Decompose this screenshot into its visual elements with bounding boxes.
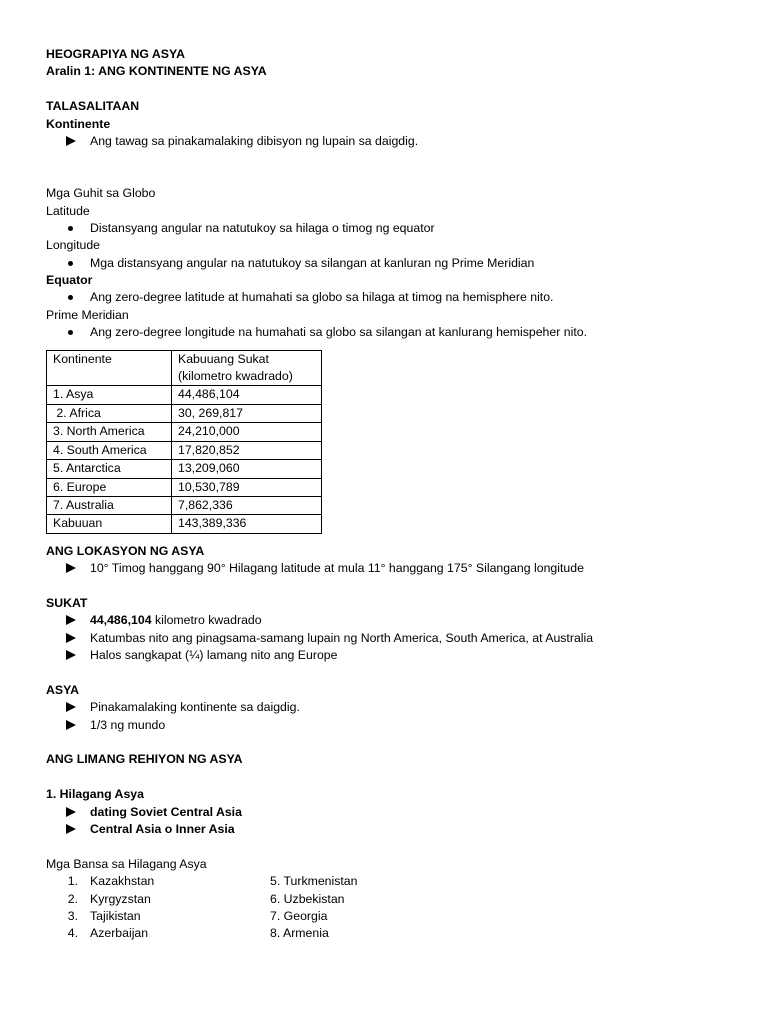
list-item <box>46 324 746 341</box>
arrow-bullet-icon <box>66 807 76 817</box>
list-item <box>46 630 746 647</box>
list-item <box>46 647 746 664</box>
row-name: 4. South America <box>47 441 172 459</box>
latitude-term: Latitude <box>46 203 90 218</box>
vocab-heading: TALASALITAAN <box>46 99 140 114</box>
arrow-bullet-icon <box>66 633 76 643</box>
size-europe: Halos sangkapat (¼) lamang nito ang Europe <box>90 648 338 663</box>
size-area-value: 44,486,104 <box>90 613 152 628</box>
north-asia-heading: 1. Hilagang Asya <box>46 787 144 802</box>
size-area-unit: kilometro kwadrado <box>151 613 262 628</box>
asia-heading: ASYA <box>46 682 80 697</box>
longitude-definition: Mga distansyang angular na natutukoy sa silangan at kanluran ng Prime Meridian <box>90 255 535 270</box>
table-row <box>47 460 322 478</box>
row-value: 17,820,852 <box>172 441 322 459</box>
equator-term: Equator <box>46 273 93 288</box>
bullet-icon <box>68 330 73 335</box>
row-name: Kabuuan <box>47 515 172 533</box>
document-page <box>46 46 746 943</box>
item-number: 2. <box>67 891 78 906</box>
item-number: 4. <box>67 926 78 941</box>
globe-heading: Mga Guhit sa Globo <box>46 186 156 201</box>
location-heading: ANG LOKASYON NG ASYA <box>46 543 205 558</box>
bullet-icon <box>68 295 73 300</box>
list-item <box>46 289 746 306</box>
row-name: 7. Australia <box>47 496 172 514</box>
table-row <box>47 478 322 496</box>
country-name: Tajikistan <box>90 908 141 923</box>
row-value: 13,209,060 <box>172 460 322 478</box>
table-row <box>47 423 322 441</box>
list-item <box>46 220 746 237</box>
table-row <box>47 441 322 459</box>
list-item <box>46 255 746 272</box>
vocab-definition: Ang tawag sa pinakamalaking dibisyon ng lupain sa daigdig. <box>90 133 419 148</box>
list-item <box>46 560 746 577</box>
arrow-bullet-icon <box>66 650 76 660</box>
list-item <box>46 821 746 838</box>
size-heading: SUKAT <box>46 595 88 610</box>
prime-meridian-definition: Ang zero-degree longitude na humahati sa globo sa silangan at kanlurang hemispeher nito. <box>90 325 587 340</box>
table-header-row <box>47 350 322 386</box>
row-name: 6. Europe <box>47 478 172 496</box>
row-value: 143,389,336 <box>172 515 322 533</box>
row-name: 1. Asya <box>47 386 172 404</box>
size-comparison: Katumbas nito ang pinagsama-samang lupain ng North America, South America, at Australia <box>90 630 594 645</box>
list-item <box>46 804 746 821</box>
vocab-term: Kontinente <box>46 116 111 131</box>
countries-right-column <box>270 873 494 943</box>
countries-left-column <box>46 873 270 943</box>
list-item <box>46 612 746 629</box>
country-name: 5. Turkmenistan <box>270 874 358 889</box>
table-header-size <box>172 350 322 386</box>
country-name: Azerbaijan <box>90 926 149 941</box>
header-size-line1: Kabuuang Sukat <box>178 351 269 366</box>
table-row <box>47 404 322 422</box>
row-name: 5. Antarctica <box>47 460 172 478</box>
arrow-bullet-icon <box>66 702 76 712</box>
row-value: 24,210,000 <box>172 423 322 441</box>
equator-definition: Ang zero-degree latitude at humahati sa globo sa hilaga at timog na hemisphere nito. <box>90 290 554 305</box>
item-number: 1. <box>67 874 78 889</box>
doc-title: HEOGRAPIYA NG ASYA <box>46 47 185 61</box>
row-value: 44,486,104 <box>172 386 322 404</box>
longitude-term: Longitude <box>46 238 101 253</box>
arrow-bullet-icon <box>66 615 76 625</box>
location-text: 10° Timog hanggang 90° Hilagang latitude at mula 11° hanggang 175° Silangang longitude <box>90 561 584 576</box>
north-asia-item: dating Soviet Central Asia <box>90 804 242 819</box>
arrow-bullet-icon <box>66 720 76 730</box>
continent-table <box>46 350 322 534</box>
list-item <box>46 873 270 890</box>
arrow-bullet-icon <box>66 824 76 834</box>
list-item <box>46 717 746 734</box>
bullet-icon <box>68 226 73 231</box>
row-value: 10,530,789 <box>172 478 322 496</box>
row-value: 7,862,336 <box>172 496 322 514</box>
country-name: Kazakhstan <box>90 874 155 889</box>
item-number: 3. <box>67 908 78 923</box>
country-name: 7. Georgia <box>270 908 328 923</box>
header-size-line2: (kilometro kwadrado) <box>178 369 293 384</box>
lesson-title: Aralin 1: ANG KONTINENTE NG ASYA <box>46 64 267 79</box>
arrow-bullet-icon <box>66 563 76 573</box>
list-item <box>46 891 270 908</box>
table-row <box>47 386 322 404</box>
country-name: 8. Armenia <box>270 926 329 941</box>
table-header-continent: Kontinente <box>47 350 172 386</box>
bullet-icon <box>68 261 73 266</box>
asia-item: Pinakamalaking kontinente sa daigdig. <box>90 700 300 715</box>
countries-list <box>46 873 746 943</box>
row-value: 30, 269,817 <box>172 404 322 422</box>
list-item <box>46 908 270 925</box>
latitude-definition: Distansyang angular na natutukoy sa hilaga o timog ng equator <box>90 220 435 235</box>
arrow-bullet-icon <box>66 136 76 146</box>
list-item <box>46 133 746 150</box>
north-asia-item: Central Asia o Inner Asia <box>90 821 235 836</box>
table-row <box>47 515 322 533</box>
list-item <box>46 925 270 942</box>
regions-heading: ANG LIMANG REHIYON NG ASYA <box>46 752 243 767</box>
prime-meridian-term: Prime Meridian <box>46 307 129 322</box>
row-name: 2. Africa <box>47 404 172 422</box>
countries-heading: Mga Bansa sa Hilagang Asya <box>46 856 207 871</box>
country-name: Kyrgyzstan <box>90 891 151 906</box>
table-row <box>47 496 322 514</box>
asia-item: 1/3 ng mundo <box>90 717 166 732</box>
row-name: 3. North America <box>47 423 172 441</box>
country-name: 6. Uzbekistan <box>270 891 345 906</box>
list-item <box>46 699 746 716</box>
